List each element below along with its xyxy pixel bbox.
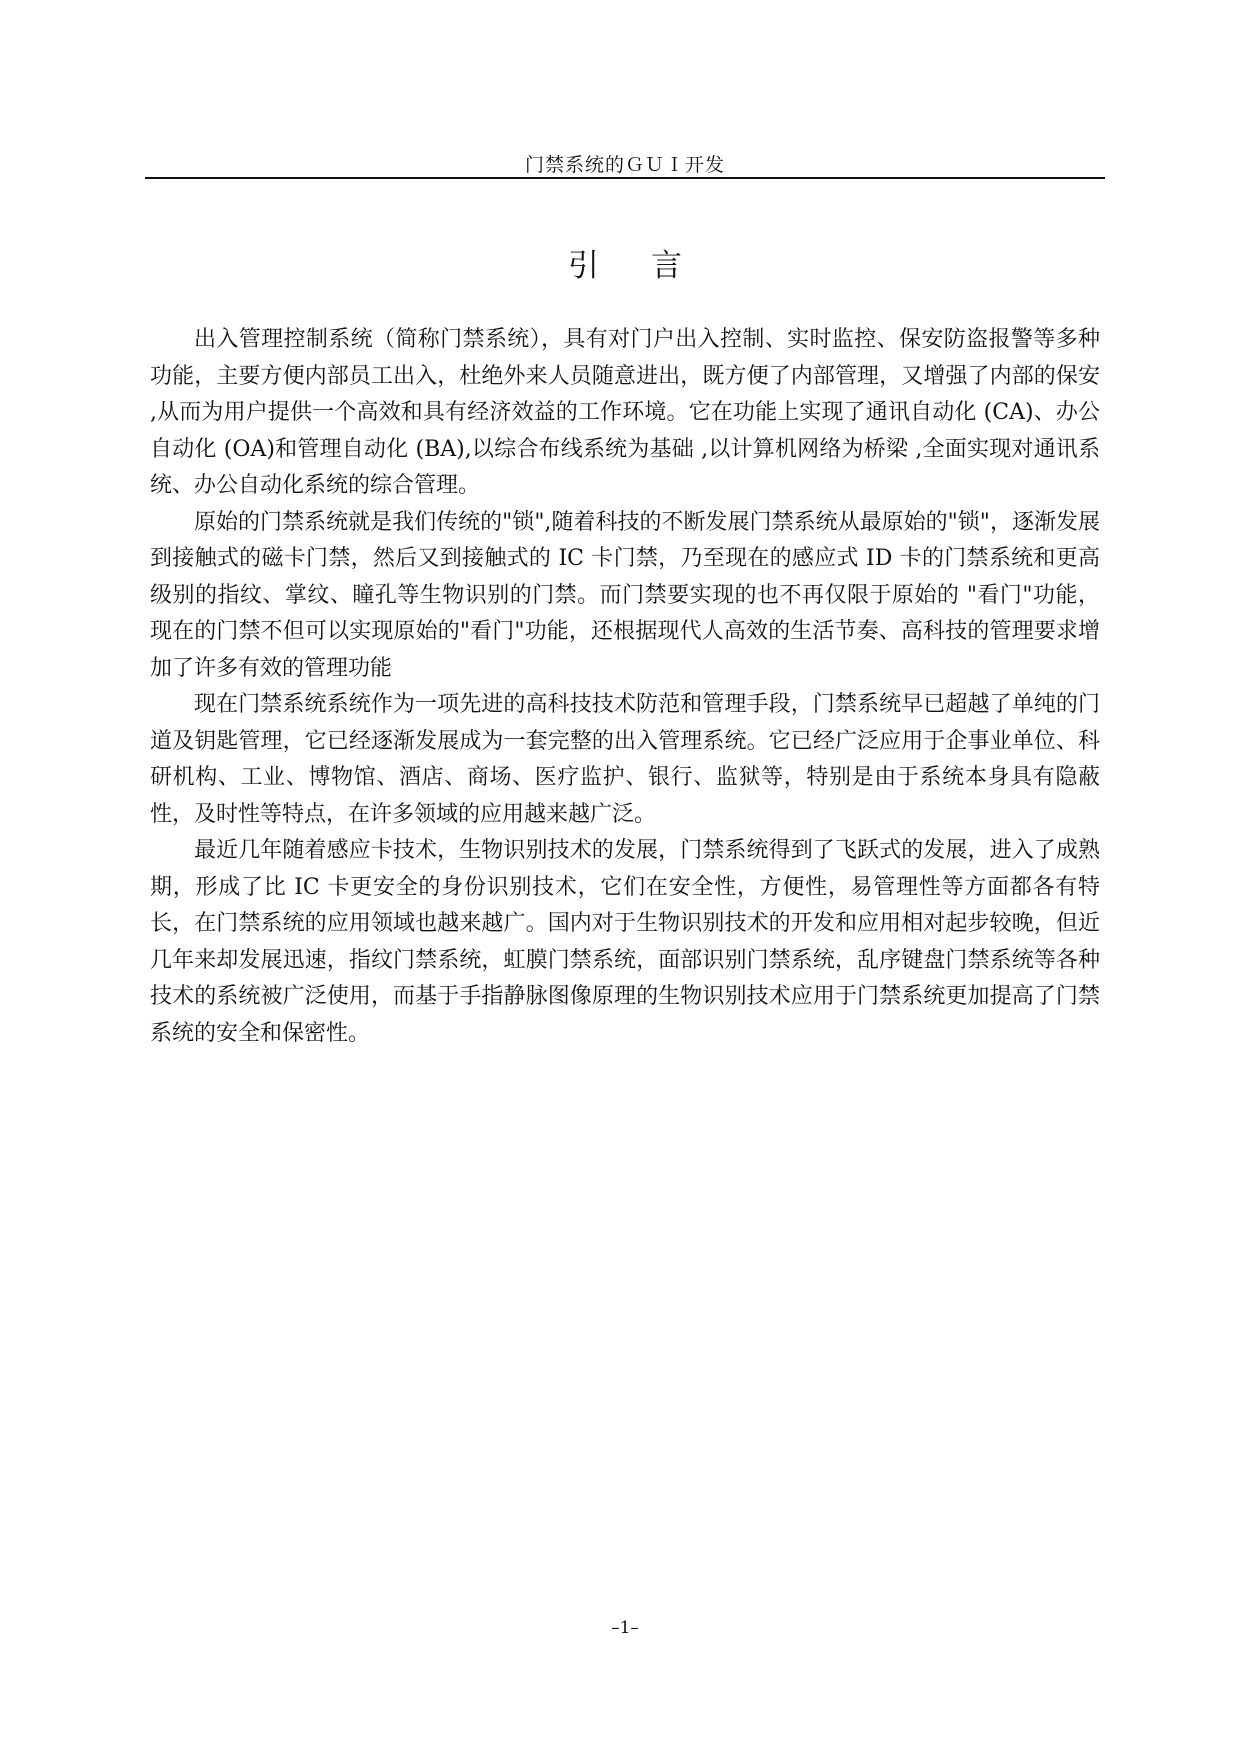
paragraph-1: 出入管理控制系统（简称门禁系统），具有对门户出入控制、实时监控、保安防盗报警等多种功能，主要方便内部员工出入，杜绝外来人员随意进出，既方便了内部管理，又增强了内部的保安 ,从而为用户提供一个高效和具有经济效益的工作环境。它在功能上实现了通讯自动化 (CA)、办公自动化 (OA)和管理自动化 (BA),以综合布线系统为基础 ,以计算机网络为桥梁 ,全面实现对通讯系统、办公自动化系统的综合管理。 [150,327,1100,498]
running-header: 门禁系统的ＧＵＩ开发 [524,154,725,176]
paragraph-2: 原始的门禁系统就是我们传统的"锁",随着科技的不断发展门禁系统从最原始的"锁"，逐渐发展到接触式的磁卡门禁，然后又到接触式的 IC 卡门禁，乃至现在的感应式 ID 卡的门禁系统和更高级别的指纹、掌纹、瞳孔等生物识别的门禁。而门禁要实现的也不再仅限于原始的 "看门"功能，现在的门禁不但可以实现原始的"看门"功能，还根据现代人高效的生活节奏、高科技的管理要求增加了许多有效的管理功能 [150,509,1100,681]
body-text [150,322,1100,1052]
paragraph-3: 现在门禁系统系统作为一项先进的高科技技术防范和管理手段，门禁系统早已超越了单纯的门道及钥匙管理，它已经逐渐发展成为一套完整的出入管理系统。它已经广泛应用于企事业单位、科研机构、工业、博物馆、酒店、商场、医疗监护、银行、监狱等，特别是由于系统本身具有隐蔽性，及时性等特点，在许多领域的应用越来越广泛。 [150,692,1100,827]
header-rule [145,177,1105,179]
page-number: –1– [611,1618,639,1638]
paragraph-4: 最近几年随着感应卡技术，生物识别技术的发展，门禁系统得到了飞跃式的发展，进入了成熟期，形成了比 IC 卡更安全的身份识别技术，它们在安全性，方便性，易管理性等方面都各有特长，在门禁系统的应用领域也越来越广。国内对于生物识别技术的开发和应用相对起步较晚，但近几年来却发展迅速，指纹门禁系统，虹膜门禁系统，面部识别门禁系统，乱序键盘门禁系统等各种技术的系统被广泛使用，而基于手指静脉图像原理的生物识别技术应用于门禁系统更加提高了门禁系统的安全和保密性。 [150,838,1100,1046]
section-title: 引言 [568,248,734,284]
